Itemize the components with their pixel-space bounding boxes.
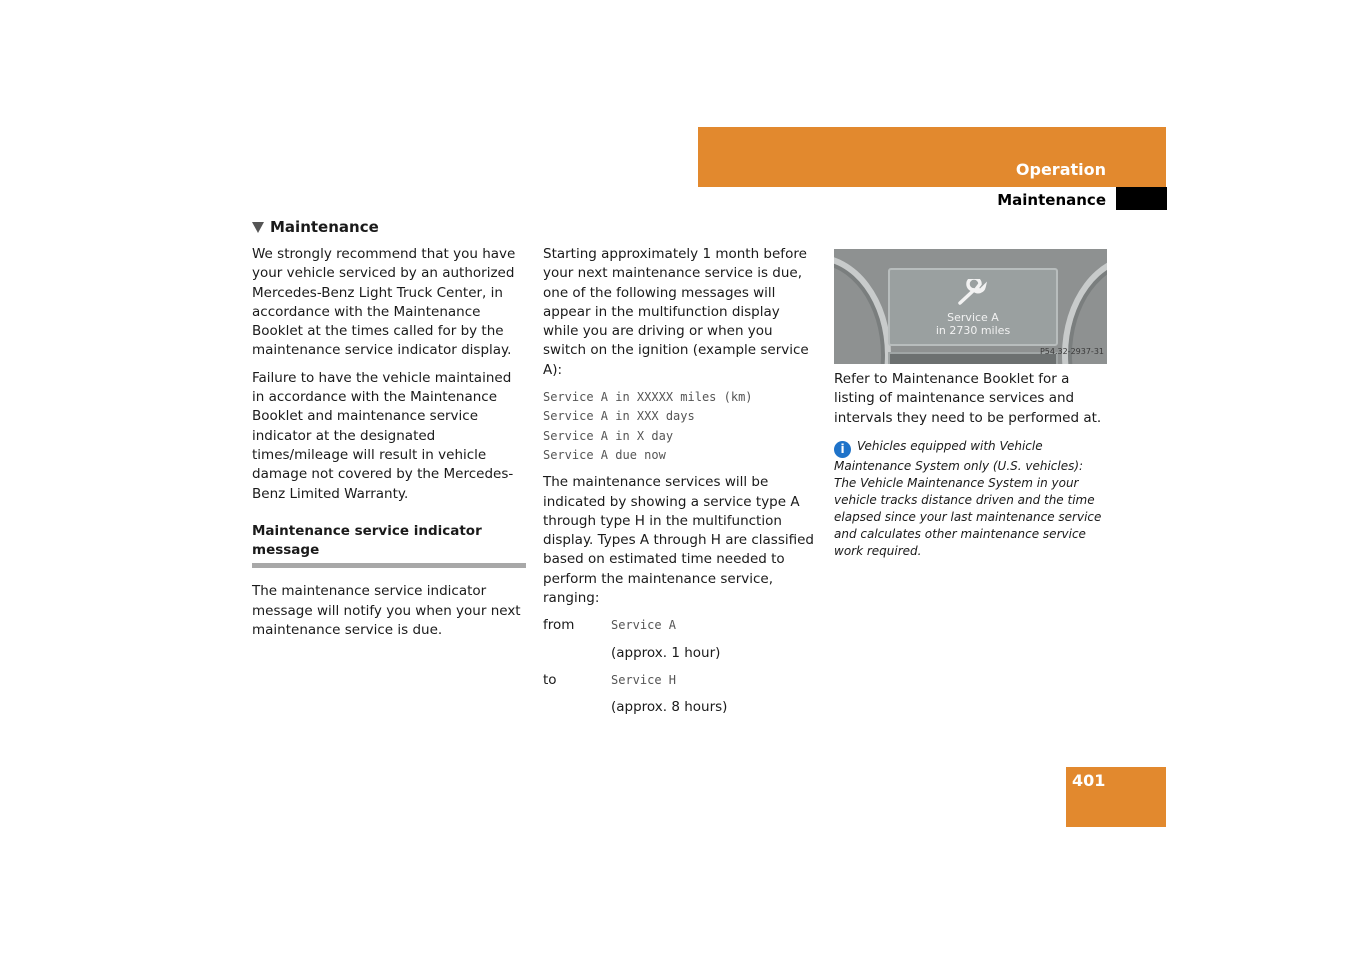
info-note (834, 438, 1107, 560)
page-number: 401 (1072, 771, 1106, 790)
gauge-left (834, 254, 891, 364)
info-icon: i (834, 441, 851, 458)
message-item: Service A in X day (543, 428, 674, 443)
range-from-value: Service A (611, 618, 677, 633)
paragraph: We strongly recommend that you have your vehicle serviced by an authorized Mercedes-Benz Light Truck Center, in accordance with the Maintenance Booklet at the times called for by the maintenance service indicator display. (252, 246, 516, 359)
range-from-label: from (543, 617, 575, 634)
display-figure (834, 249, 1107, 364)
subsection-marker (1116, 187, 1167, 210)
note-lead: Vehicles equipped with Vehicle Maintenance System only (U.S. vehicles): (834, 438, 1084, 473)
message-item: Service A in XXX days (543, 409, 695, 424)
paragraph: Failure to have the vehicle maintained in accordance with the Maintenance Booklet and maintenance service indicator at the designated times/mileage will result in vehicle damage not covered by the Mercedes-Benz Limited Warranty. (252, 369, 514, 502)
range-to-note: (approx. 8 hours) (611, 699, 728, 716)
range-to-label: to (543, 671, 557, 688)
column-2 (543, 245, 819, 718)
lower-display (888, 352, 1058, 364)
range-from-note: (approx. 1 hour) (611, 644, 721, 661)
section-title: Operation (1015, 160, 1106, 179)
note-body: The Vehicle Maintenance System in your vehicle tracks distance driven and the time elapsed since your last maintenance service and calculates other maintenance service work required. (834, 475, 1102, 558)
wrench-icon (956, 279, 988, 307)
multifunction-display (888, 268, 1058, 346)
range-to-value: Service H (611, 672, 677, 687)
display-line-1: Service A (947, 311, 999, 324)
paragraph: Refer to Maintenance Booklet for a listing of maintenance services and intervals they need to be performed at. (834, 371, 1102, 426)
service-range (543, 616, 819, 717)
paragraph: The maintenance services will be indicated by showing a service type A through type H in the multifunction display. Types A through H are classified based on estimated time needed to perform the maintenance service, ranging: (543, 474, 814, 607)
page-heading (252, 218, 379, 236)
figure-code: P54.32-2937-31 (1039, 346, 1104, 356)
subsection-title: Maintenance (997, 191, 1106, 209)
display-line-2: in 2730 miles (935, 324, 1011, 337)
column-1 (252, 245, 526, 648)
column-3 (834, 249, 1107, 560)
page-heading-text: Maintenance (270, 218, 379, 236)
message-item: Service A in XXXXX miles (km) (543, 390, 753, 405)
subheading: Maintenance service indicator message (252, 522, 526, 569)
message-item: Service A due now (543, 447, 666, 462)
triangle-bullet-icon (252, 222, 264, 233)
paragraph: Starting approximately 1 month before your next maintenance service is due, one of the following messages will appear in the multifunction display while you are driving or when you switch on the ignition (example service A): (543, 246, 809, 378)
paragraph: The maintenance service indicator message will notify you when your next maintenance service is due. (252, 583, 521, 639)
message-list (543, 388, 819, 465)
